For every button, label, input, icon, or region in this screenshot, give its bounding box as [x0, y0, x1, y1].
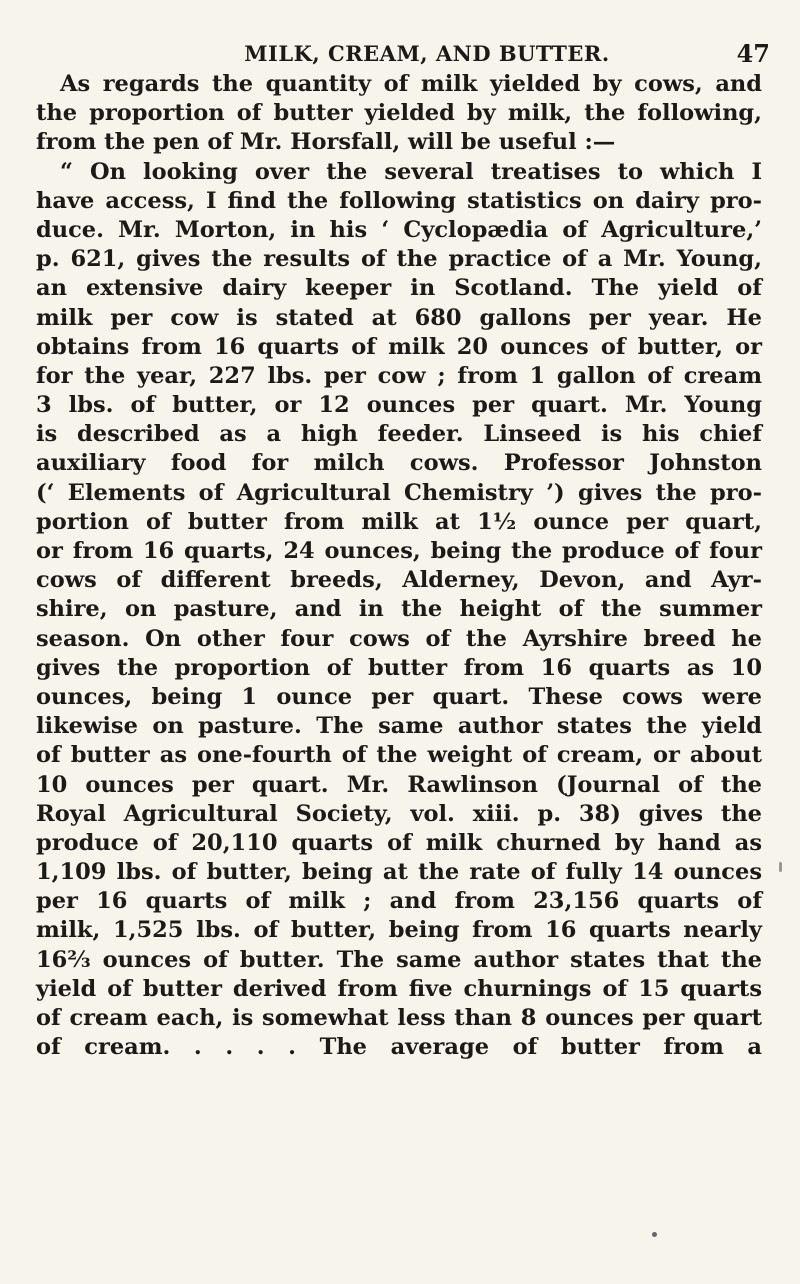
- text-line: 10 ounces per quart. Mr. Rawlinson (Journal of the: [36, 771, 762, 798]
- print-speck: [652, 1232, 657, 1237]
- text-line: “ On looking over the several treatises to which I: [60, 158, 762, 185]
- text-line: 3 lbs. of butter, or 12 ounces per quart. Mr. Young: [36, 392, 762, 419]
- text-line: p. 621, gives the results of the practice of a Mr. Young,: [36, 246, 762, 273]
- text-line: (‘ Elements of Agricultural Chemistry ’) gives the pro-: [36, 479, 762, 506]
- text-line: for the year, 227 lbs. per cow ; from 1 gallon of cream: [36, 362, 762, 389]
- text-line: have access, I find the following statistics on dairy pro-: [36, 187, 762, 214]
- text-line: auxiliary food for milch cows. Professor Johnston: [36, 450, 762, 477]
- text-line: is described as a high feeder. Linseed is his chief: [36, 421, 762, 448]
- text-line: milk, 1,525 lbs. of butter, being from 16 quarts nearly: [36, 917, 762, 944]
- print-speck: [779, 862, 782, 872]
- text-line: of cream each, is somewhat less than 8 ounces per quart: [36, 1005, 762, 1031]
- running-title: MILK, CREAM, AND BUTTER.: [244, 41, 610, 66]
- text-line: As regards the quantity of milk yielded by cows, and: [60, 71, 762, 97]
- text-line: ounces, being 1 ounce per quart. These cows were: [36, 683, 762, 710]
- text-line: duce. Mr. Morton, in his ‘ Cyclopædia of Agriculture,’: [36, 216, 762, 243]
- text-line: obtains from 16 quarts of milk 20 ounces of butter, or: [36, 333, 762, 360]
- text-line: likewise on pasture. The same author states the yield: [36, 713, 762, 740]
- text-line: portion of butter from milk at 1½ ounce per quart,: [36, 508, 762, 535]
- text-line: milk per cow is stated at 680 gallons per year. He: [36, 304, 762, 331]
- text-line: cows of different breeds, Alderney, Devon, and Ayr-: [36, 567, 762, 594]
- text-line: 16⅔ ounces of butter. The same author states that the: [36, 946, 762, 973]
- text-line: yield of butter derived from five churnings of 15 quarts: [36, 975, 762, 1002]
- text-line: 1,109 lbs. of butter, being at the rate of fully 14 ounces: [36, 859, 762, 886]
- text-line: the proportion of butter yielded by milk, the following,: [36, 100, 762, 127]
- text-line: gives the proportion of butter from 16 quarts as 10: [36, 654, 762, 681]
- text-line: or from 16 quarts, 24 ounces, being the produce of four: [36, 538, 762, 564]
- text-line: per 16 quarts of milk ; and from 23,156 quarts of: [36, 888, 762, 915]
- running-head: [84, 36, 770, 72]
- text-line: from the pen of Mr. Horsfall, will be useful :—: [36, 129, 616, 156]
- text-line: season. On other four cows of the Ayrshire breed he: [36, 625, 762, 652]
- text-line: Royal Agricultural Society, vol. xiii. p. 38) gives the: [36, 800, 762, 827]
- page-number: 47: [736, 39, 770, 68]
- text-line: produce of 20,110 quarts of milk churned by hand as: [36, 829, 762, 856]
- text-line: an extensive dairy keeper in Scotland. The yield of: [36, 275, 762, 302]
- body-text: [36, 70, 762, 1062]
- text-line: of cream. . . . . The average of butter from a: [36, 1034, 762, 1061]
- text-line: shire, on pasture, and in the height of the summer: [36, 596, 762, 623]
- text-line: of butter as one-fourth of the weight of cream, or about: [36, 742, 762, 769]
